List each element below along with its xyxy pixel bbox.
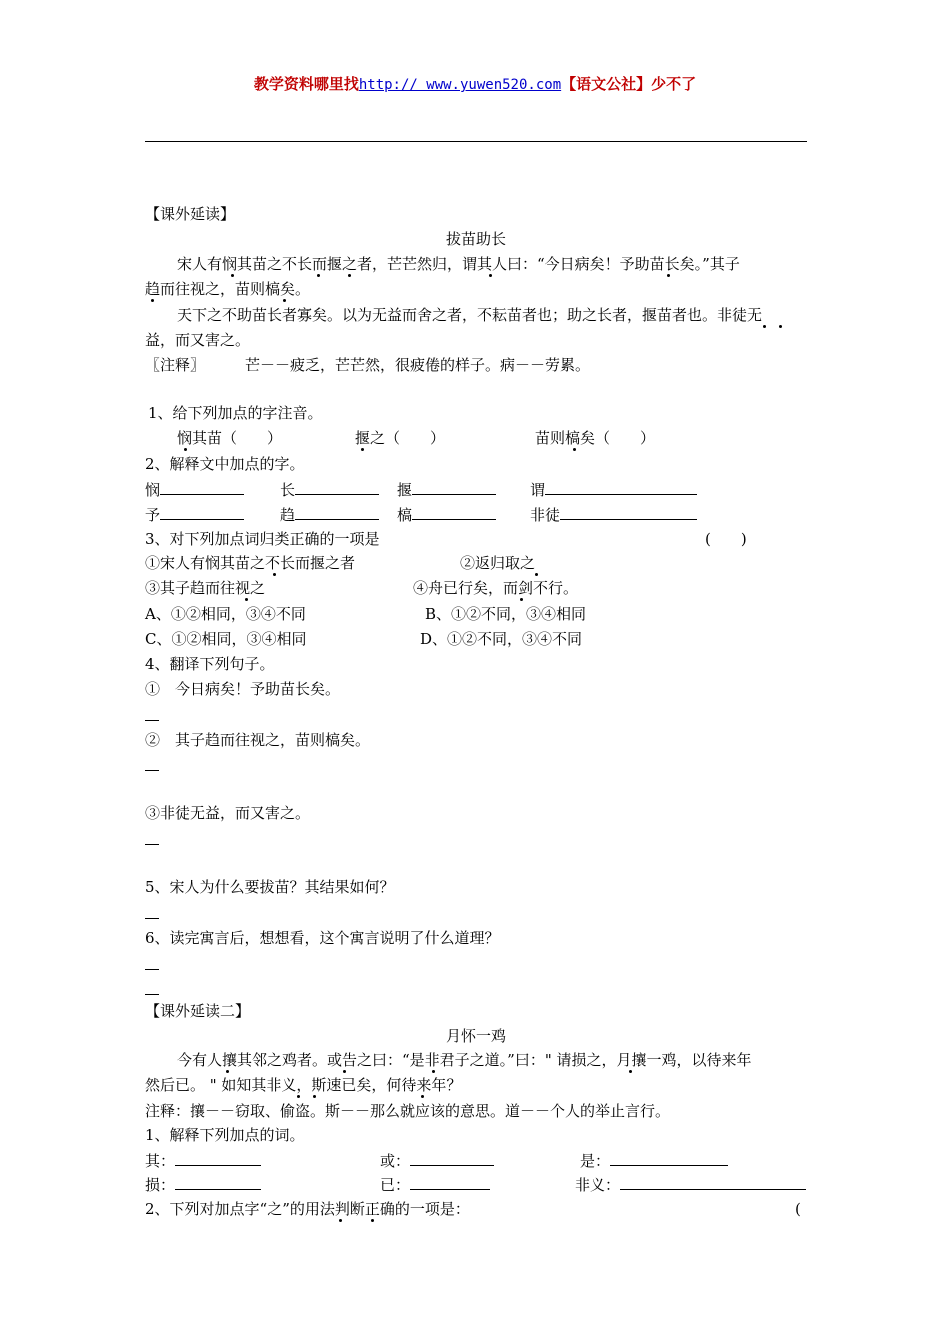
q2-item-6: 趋 — [280, 505, 379, 525]
s1-note-text: 芒－－疲乏，芒芒然，很疲倦的样子。病－－劳累。 — [245, 356, 591, 374]
header-rule — [145, 141, 807, 142]
answer-blank[interactable] — [295, 505, 379, 520]
emphasis-dot — [535, 573, 538, 576]
emphasis-dot — [573, 448, 576, 451]
s1-q4: 4、翻译下列句子。 — [145, 655, 275, 673]
emphasis-dot — [317, 274, 320, 277]
answer-blank[interactable] — [175, 1151, 261, 1166]
answer-line[interactable] — [145, 955, 159, 975]
answer-line[interactable] — [145, 756, 159, 776]
emphasis-dot — [779, 325, 782, 328]
emphasis-dot — [297, 1095, 300, 1098]
emphasis-dot — [231, 274, 234, 277]
emphasis-dot — [489, 274, 492, 277]
answer-blank[interactable] — [160, 480, 244, 495]
s2-para1-line2: 然后已。 " 如知其非义，斯速已矣，何待来年？ — [145, 1076, 462, 1094]
s1-q6: 6、读完寓言后，想想看，这个寓言说明了什么道理？ — [145, 929, 500, 947]
s1-q1-c: 苗则槁矣（ ） — [535, 429, 656, 447]
s1-para2-line2: 益，而又害之。 — [145, 331, 251, 349]
emphasis-dot — [151, 299, 154, 302]
s2-q1-item-2: 或： — [380, 1151, 494, 1171]
q2-item-7: 槁 — [397, 505, 496, 525]
emphasis-dot — [245, 598, 248, 601]
s1-q5: 5、宋人为什么要拔苗？其结果如何？ — [145, 878, 395, 896]
section1-title: 拔苗助长 — [445, 230, 506, 248]
s2-note: 注释：攘－－窃取、偷盗。斯－－那么就应该的意思。道－－个人的举止言行。 — [145, 1102, 671, 1120]
q2-item-3: 揠 — [397, 480, 496, 500]
s1-para2-line1: 天下之不助苗长者寡矣。以为无益而舍之者，不耘苗者也；助之长者，揠苗者也。非徒无 — [177, 306, 763, 324]
emphasis-dot — [313, 1095, 316, 1098]
q2-item-4: 谓 — [530, 480, 697, 500]
section1-heading: 【课外延读】 — [145, 205, 236, 223]
s1-note-label: 〖注释〗 — [145, 356, 206, 374]
s1-q3-choice-c: C、①②相同，③④相同 — [145, 630, 307, 648]
q2-item-8: 非徒 — [530, 505, 697, 525]
answer-blank[interactable] — [175, 1175, 261, 1190]
emphasis-dot — [763, 325, 766, 328]
answer-line[interactable] — [145, 706, 159, 726]
answer-blank[interactable] — [160, 505, 244, 520]
header-suffix: 【语文公社】少不了 — [561, 75, 697, 93]
answer-blank[interactable] — [610, 1151, 728, 1166]
emphasis-dot — [226, 1070, 229, 1073]
s1-q3-choice-d: D、①②不同，③④不同 — [420, 630, 583, 648]
emphasis-dot — [283, 299, 286, 302]
emphasis-dot — [273, 573, 276, 576]
s2-q1-item-6: 非义： — [575, 1175, 806, 1195]
emphasis-dot — [343, 1070, 346, 1073]
section2-heading: 【课外延读二】 — [145, 1002, 251, 1020]
s1-q3-choice-a: A、①②相同，③④不同 — [145, 605, 306, 623]
s2-q1-item-3: 是： — [580, 1151, 728, 1171]
s1-q3-paren: ( ) — [705, 530, 747, 548]
answer-blank[interactable] — [545, 480, 697, 495]
s1-q1: 1、给下列加点的字注音。 — [148, 404, 323, 422]
header-link[interactable]: http:// www.yuwen520.com — [358, 77, 562, 93]
q2-item-5: 予 — [145, 505, 244, 525]
s1-q3-opt3: ③其子趋而往视之 — [145, 579, 266, 597]
s1-q3-opt2: ②返归取之 — [460, 554, 536, 572]
s2-q1-item-4: 损： — [145, 1175, 261, 1195]
answer-blank[interactable] — [410, 1175, 490, 1190]
s1-q1-a: 悯其苗（ ） — [177, 429, 283, 447]
answer-line[interactable] — [145, 980, 159, 1000]
s1-q1-b: 揠之（ ） — [355, 429, 446, 447]
q2-item-2: 长 — [280, 480, 379, 500]
s1-q4-3: ③非徒无益，而又害之。 — [145, 804, 311, 822]
header-prefix: 教学资料哪里找 — [253, 75, 359, 93]
s1-q4-1: ① 今日病矣！予助苗长矣。 — [145, 680, 341, 698]
emphasis-dot — [361, 448, 364, 451]
emphasis-dot — [520, 598, 523, 601]
emphasis-dot — [184, 448, 187, 451]
page-header — [0, 74, 950, 95]
s2-q1-item-1: 其： — [145, 1151, 261, 1171]
emphasis-dot — [629, 1070, 632, 1073]
s1-q3-choice-b: B、①②不同，③④相同 — [425, 605, 587, 623]
emphasis-dot — [421, 1095, 424, 1098]
s1-q4-2: ② 其子趋而往视之，苗则槁矣。 — [145, 731, 371, 749]
emphasis-dot — [339, 1219, 342, 1222]
answer-line[interactable] — [145, 904, 159, 924]
emphasis-dot — [667, 274, 670, 277]
answer-blank[interactable] — [620, 1175, 806, 1190]
section2-title: 月怀一鸡 — [445, 1027, 506, 1045]
q2-item-1: 悯 — [145, 480, 244, 500]
answer-blank[interactable] — [560, 505, 697, 520]
answer-blank[interactable] — [412, 505, 496, 520]
emphasis-dot — [371, 1219, 374, 1222]
emphasis-dot — [348, 274, 351, 277]
s2-q1: 1、解释下列加点的词。 — [145, 1126, 305, 1144]
answer-blank[interactable] — [295, 480, 379, 495]
answer-blank[interactable] — [410, 1151, 494, 1166]
s1-q3-opt4: ④舟已行矣，而剑不行。 — [413, 579, 579, 597]
s1-q3-opt1: ①宋人有悯其苗之不长而揠之者 — [145, 554, 356, 572]
s2-para1-line1: 今有人攘其邻之鸡者。或告之曰：“是非君子之道。”曰：" 请损之，月攘一鸡，以待来年 — [177, 1051, 752, 1069]
s2-q2: 2、下列对加点字“之”的用法判断正确的一项是： — [145, 1200, 470, 1218]
s2-q2-paren: ( — [795, 1200, 801, 1218]
s2-q1-item-5: 已： — [380, 1175, 490, 1195]
s1-para1-line1: 宋人有悯其苗之不长而揠之者，芒芒然归，谓其人曰：“今日病矣！予助苗长矣。”其子 — [177, 255, 740, 273]
answer-line[interactable] — [145, 830, 159, 850]
s1-para1-line2: 趋而往视之，苗则槁矣。 — [145, 280, 311, 298]
answer-blank[interactable] — [412, 480, 496, 495]
emphasis-dot — [432, 1070, 435, 1073]
s1-q2: 2、解释文中加点的字。 — [145, 455, 305, 473]
s1-q3: 3、对下列加点词归类正确的一项是 — [145, 530, 380, 548]
